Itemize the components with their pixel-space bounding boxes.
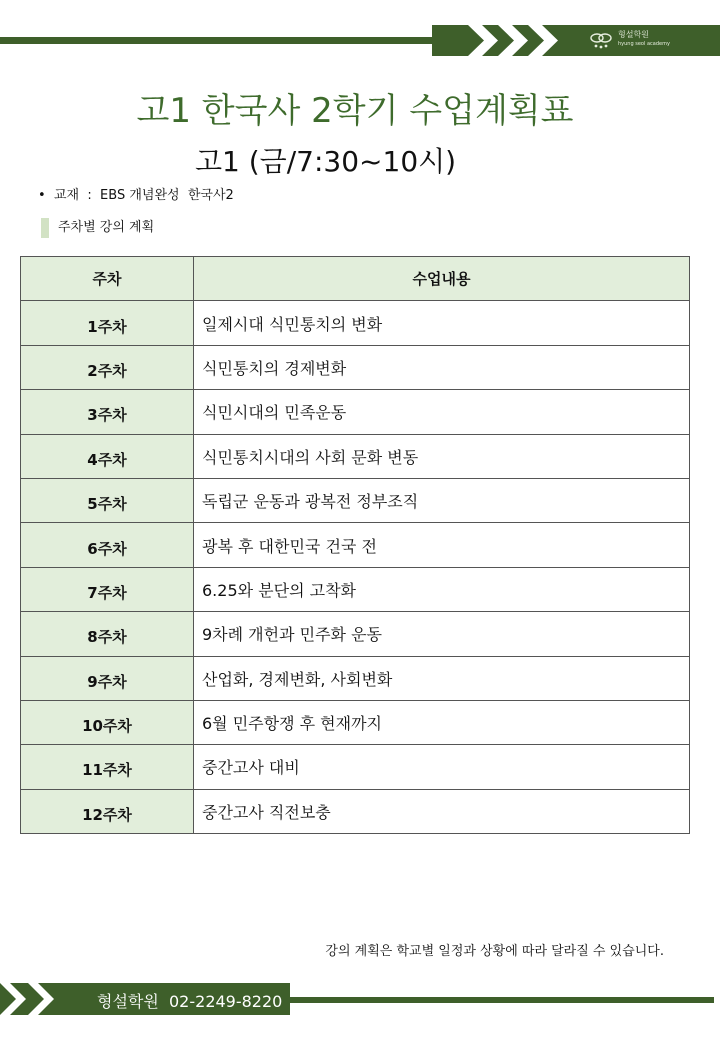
- content-cell: 독립군 운동과 광복전 정부조직: [194, 478, 690, 522]
- content-cell: 광복 후 대한민국 건국 전: [194, 523, 690, 567]
- textbook-value: EBS 개념완성 한국사2: [100, 188, 234, 203]
- column-header-week: 주차: [21, 257, 194, 301]
- header-rule: [0, 37, 440, 44]
- week-cell: 1주차: [21, 301, 194, 345]
- chevron-arrows-icon: [468, 25, 588, 56]
- logo-mark-icon: [590, 30, 612, 50]
- logo-name: 형설학원: [618, 30, 649, 39]
- academy-logo: [590, 26, 700, 54]
- content-cell: 6.25와 분단의 고착화: [194, 567, 690, 611]
- week-cell: 2주차: [21, 345, 194, 389]
- table-row: [21, 567, 690, 611]
- heading-marker: [41, 218, 49, 238]
- content-cell: 중간고사 대비: [194, 745, 690, 789]
- bullet-icon: •: [38, 188, 46, 203]
- content-cell: 산업화, 경제변화, 사회변화: [194, 656, 690, 700]
- section-heading-label: 주차별 강의 계획: [58, 220, 155, 235]
- table-row: [21, 301, 690, 345]
- textbook-line: [38, 184, 234, 203]
- week-cell: 10주차: [21, 700, 194, 744]
- footer-rule: [288, 997, 714, 1003]
- content-cell: 6월 민주항쟁 후 현재까지: [194, 700, 690, 744]
- table-row: [21, 656, 690, 700]
- footer-phone: 02-2249-8220: [169, 992, 283, 1011]
- week-cell: 4주차: [21, 434, 194, 478]
- logo-tagline: hyung seol academy: [618, 41, 670, 47]
- table-row: [21, 789, 690, 833]
- week-cell: 9주차: [21, 656, 194, 700]
- schedule-note: 강의 계획은 학교별 일정과 상황에 따라 달라질 수 있습니다.: [325, 944, 664, 959]
- week-cell: 6주차: [21, 523, 194, 567]
- content-cell: 식민통치의 경제변화: [194, 345, 690, 389]
- page-subtitle: 고1 (금/7:30~10시): [195, 145, 457, 178]
- textbook-separator: :: [87, 188, 92, 203]
- table-row: [21, 478, 690, 522]
- footer-contact: [97, 989, 282, 1012]
- week-cell: 5주차: [21, 478, 194, 522]
- content-cell: 일제시대 식민통치의 변화: [194, 301, 690, 345]
- table-row: [21, 434, 690, 478]
- section-heading: [41, 218, 154, 238]
- textbook-label: 교재: [54, 188, 80, 203]
- footer-academy-name: 형설학원: [97, 992, 159, 1011]
- week-cell: 7주차: [21, 567, 194, 611]
- table-row: [21, 700, 690, 744]
- table-row: [21, 612, 690, 656]
- chevron-arrows-icon: [0, 983, 80, 1015]
- table-header-row: [21, 257, 690, 301]
- page-title: 고1 한국사 2학기 수업계획표: [136, 91, 574, 131]
- content-cell: 중간고사 직전보충: [194, 789, 690, 833]
- week-cell: 3주차: [21, 390, 194, 434]
- table-row: [21, 390, 690, 434]
- week-cell: 8주차: [21, 612, 194, 656]
- content-cell: 식민시대의 민족운동: [194, 390, 690, 434]
- content-cell: 9차례 개헌과 민주화 운동: [194, 612, 690, 656]
- content-cell: 식민통치시대의 사회 문화 변동: [194, 434, 690, 478]
- week-cell: 12주차: [21, 789, 194, 833]
- table-row: [21, 345, 690, 389]
- table-row: [21, 523, 690, 567]
- column-header-content: 수업내용: [194, 257, 690, 301]
- table-row: [21, 745, 690, 789]
- week-cell: 11주차: [21, 745, 194, 789]
- lesson-plan-table: [20, 256, 690, 834]
